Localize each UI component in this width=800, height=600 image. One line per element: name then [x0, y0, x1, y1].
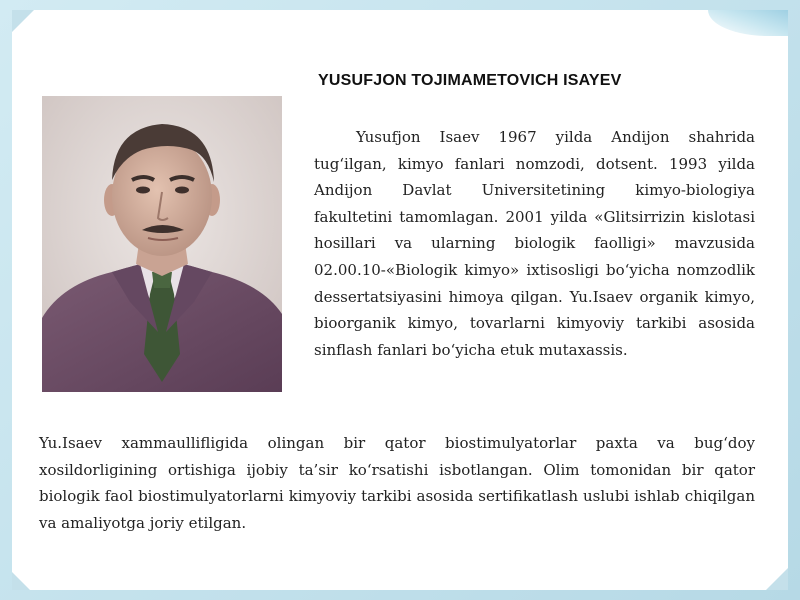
corner-decoration: [12, 572, 30, 590]
biography-text: Yusufjon Isaev 1967 yilda Andijon shahrida tug‘ilgan, kimyo fanlari nomzodi, dotsent. 1993 yilda Andijon Davlat Universitetining kimyo-biologiya fakultetini tamomlagan. 2001 yilda «Glitsirrizin kislotasi hosillari va ularning biologik faolligi» mavzusida 02.00.10-«Biologik kimyo» ixtisosligi bo‘yicha nomzodlik dessertatsiyasini himoya qilgan. Yu.Isaev organik kimyo, bioorganik kimyo, tovarlarni kimyoviy tarkibi asosida sinflash fanlari bo‘yicha etuk mutaxassis.: [314, 128, 755, 359]
achievements-text: Yu.Isaev xammaullifligida olingan bir qator biostimulyatorlar paxta va bug‘doy xosildorligining ortishiga ijobiy ta’sir ko‘rsatishi isbotlangan. Olim tomonidan bir qator biologik faol biostimulyatorlarni kimyoviy tarkibi asosida sertifikatlash uslubi ishlab chiqilgan va amaliyotga joriy etilgan.: [39, 434, 755, 532]
corner-decoration: [766, 568, 788, 590]
person-name-title: YUSUFJON TOJIMAMETOVICH ISAYEV: [318, 72, 622, 89]
corner-decoration: [12, 10, 34, 32]
portrait-photo: [42, 96, 282, 392]
corner-decoration: [708, 10, 788, 36]
